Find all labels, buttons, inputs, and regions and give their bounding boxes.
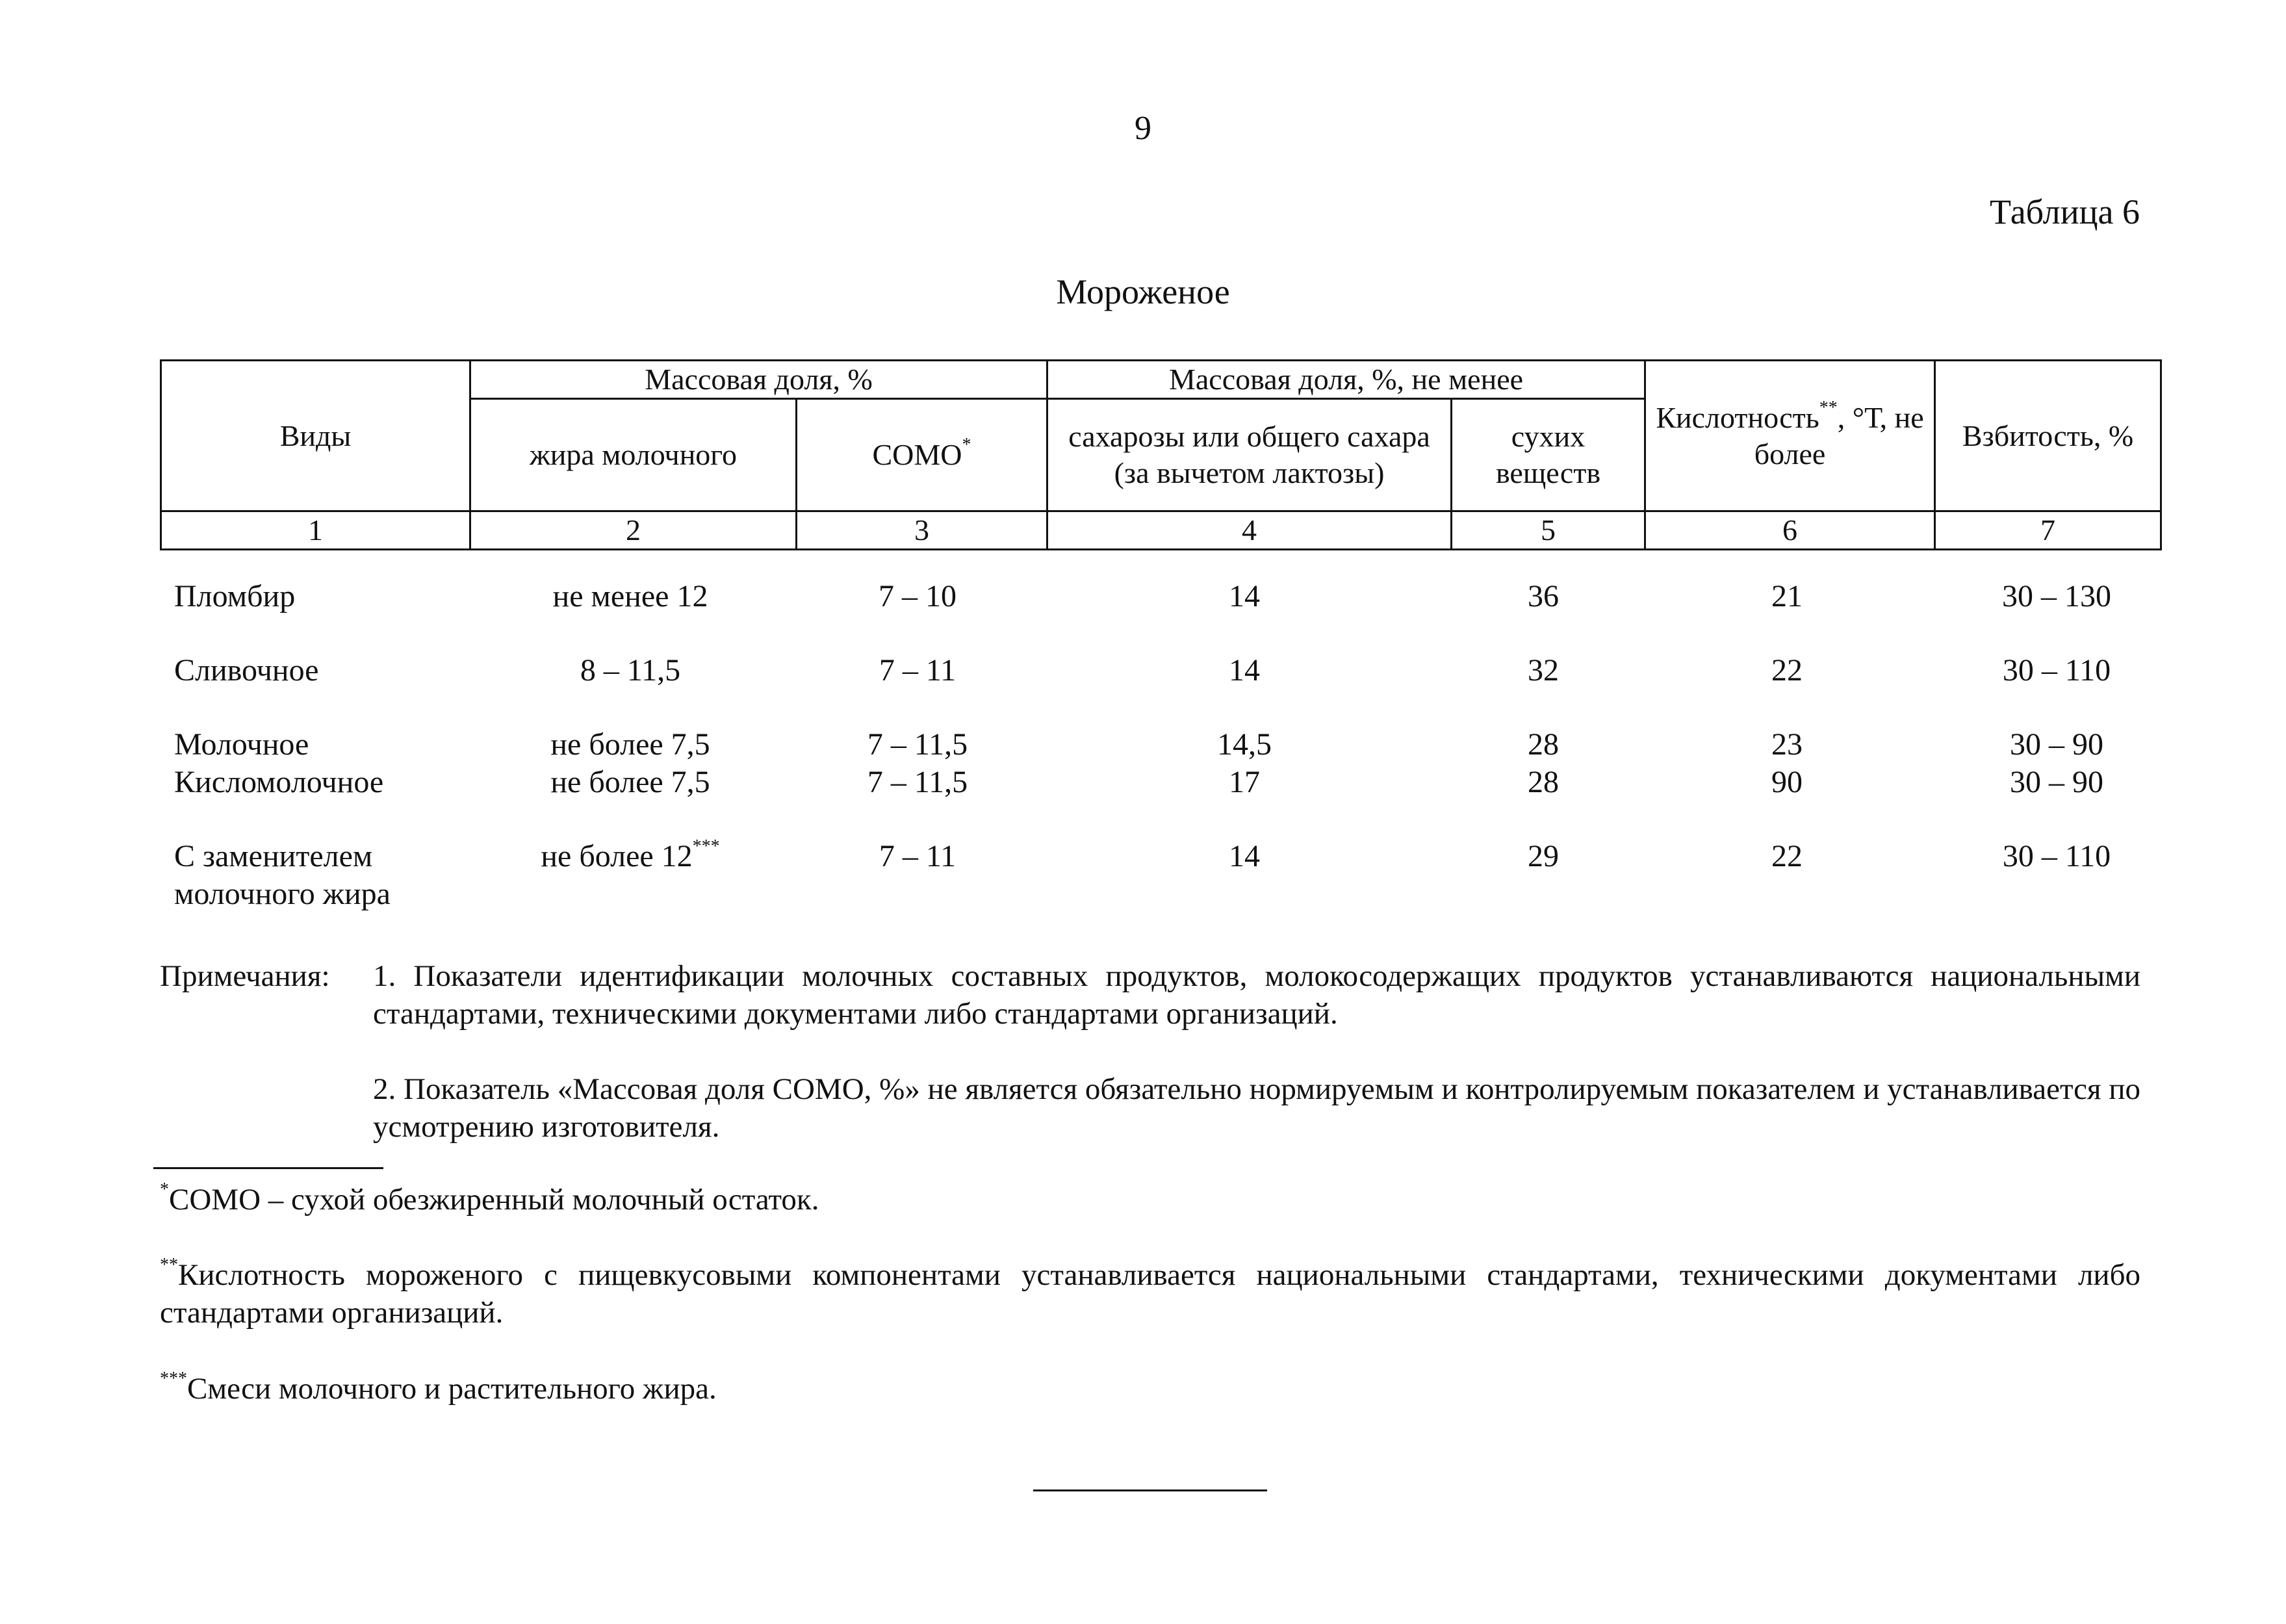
- row-overrun: 30 – 90: [2010, 727, 2103, 762]
- row-dry: 32: [1528, 653, 1559, 688]
- footnote-2: **Кислотность мороженого с пищевкусовыми компонентами устанавливается национальными стандартами, техническими документами либо стандартами организаций.: [160, 1255, 2140, 1330]
- row-overrun: 30 – 110: [2002, 839, 2111, 873]
- row-acidity: 22: [1771, 839, 1803, 873]
- row-fat: не более 7,5: [550, 727, 710, 762]
- row-acidity: 21: [1771, 579, 1803, 613]
- table-header: [160, 359, 2162, 550]
- row-dry: 29: [1528, 839, 1559, 873]
- row-dry: 28: [1528, 765, 1559, 799]
- header-dry-matter: сухих веществ: [1452, 399, 1645, 511]
- row-fat: 8 – 11,5: [580, 653, 681, 688]
- row-acidity: 23: [1771, 727, 1803, 762]
- row-dry: 36: [1528, 579, 1559, 613]
- header-mass-fraction-min: Массовая доля, %, не менее: [1047, 361, 1645, 399]
- row-acidity: 22: [1771, 653, 1803, 688]
- col-number: 6: [1645, 511, 1935, 550]
- note-1: 1. Показатели идентификации молочных составных продуктов, молокосодержащих продуктов устанавливаются национальными стандартами, техническими документами либо стандартами организаций.: [373, 959, 2140, 1031]
- header-mass-fraction: Массовая доля, %: [470, 361, 1047, 399]
- row-type: Молочное: [174, 727, 309, 762]
- header-overrun: Взбитость, %: [1935, 361, 2161, 511]
- table-title: Мороженое: [1056, 272, 1230, 311]
- header-somo: СОМО*: [797, 399, 1047, 511]
- row-dry: 28: [1528, 727, 1559, 762]
- header-fat-milk: жира молочного: [470, 399, 797, 511]
- footnote-3: ***Смеси молочного и растительного жира.: [160, 1369, 717, 1406]
- col-number: 4: [1047, 511, 1452, 550]
- row-somo: 7 – 11,5: [867, 727, 968, 762]
- row-fat: не менее 12: [552, 579, 708, 613]
- col-number: 2: [470, 511, 797, 550]
- row-acidity: 90: [1771, 765, 1803, 799]
- col-number: 5: [1452, 511, 1645, 550]
- row-somo: 7 – 11,5: [867, 765, 968, 799]
- row-overrun: 30 – 130: [2002, 579, 2111, 613]
- row-sucrose: 14: [1229, 839, 1260, 873]
- col-number: 1: [161, 511, 470, 550]
- row-fat: не более 7,5: [550, 765, 710, 799]
- footnote-separator: [153, 1167, 383, 1169]
- header-types: Виды: [161, 361, 470, 511]
- row-somo: 7 – 10: [879, 579, 957, 613]
- row-somo: 7 – 11: [879, 653, 957, 688]
- row-fat: не более 12***: [541, 836, 720, 873]
- table-label: Таблица 6: [1990, 192, 2140, 231]
- footnote-1: *СОМО – сухой обезжиренный молочный остаток.: [160, 1179, 819, 1217]
- col-number: 7: [1935, 511, 2161, 550]
- row-type: Пломбир: [174, 579, 296, 613]
- row-sucrose: 14: [1229, 579, 1260, 613]
- col-number: 3: [797, 511, 1047, 550]
- row-sucrose: 17: [1229, 765, 1260, 799]
- row-sucrose: 14,5: [1217, 727, 1272, 762]
- notes-label: Примечания:: [160, 959, 330, 993]
- row-type: С заменителем молочного жира: [174, 839, 391, 911]
- row-overrun: 30 – 110: [2002, 653, 2111, 688]
- row-type: Сливочное: [174, 653, 319, 688]
- header-acidity: Кислотность**, °Т, не более: [1645, 361, 1935, 511]
- end-separator: [1033, 1489, 1267, 1491]
- row-somo: 7 – 11: [879, 839, 957, 873]
- row-sucrose: 14: [1229, 653, 1260, 688]
- page-number: 9: [1135, 110, 1151, 147]
- row-type: Кисломолочное: [174, 765, 384, 799]
- header-sucrose: сахарозы или общего сахара (за вычетом лактозы): [1047, 399, 1452, 511]
- note-2: 2. Показатель «Массовая доля СОМО, %» не является обязательно нормируемым и контролируемым показателем и устанавливается по усмотрению изготовителя.: [373, 1072, 2140, 1144]
- row-overrun: 30 – 90: [2010, 765, 2103, 799]
